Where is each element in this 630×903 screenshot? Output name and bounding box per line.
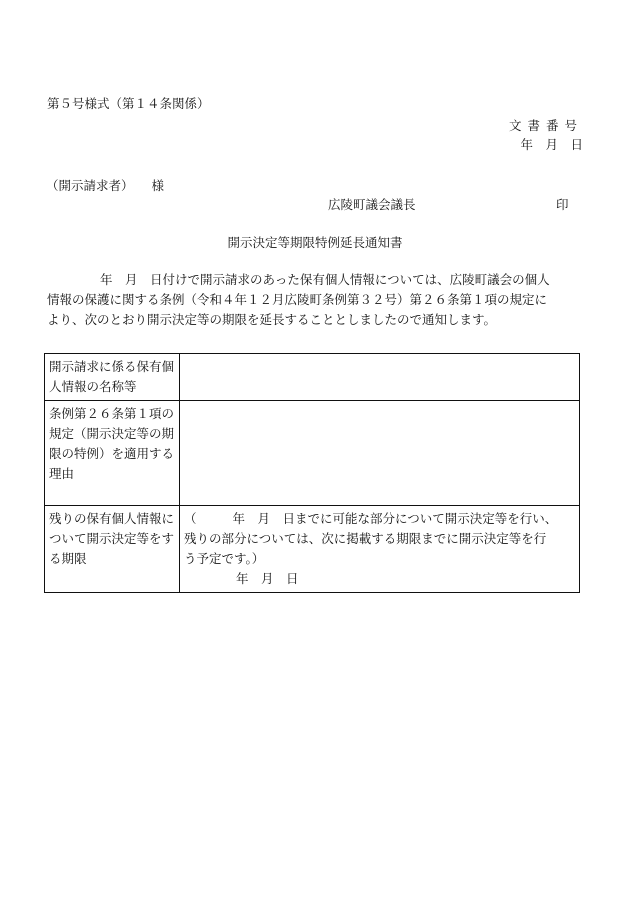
deadline-date: 年 月 日: [236, 571, 299, 586]
deadline-line-2: 残りの部分については、次に掲載する期限までに開示決定等を行: [184, 531, 547, 546]
recipient-line: [46, 180, 164, 193]
info-table: [44, 353, 580, 593]
issuer-name: 広陵町議会議長: [328, 197, 416, 212]
body-paragraph: [47, 270, 587, 330]
table-row: [45, 354, 580, 401]
row-value-deadline: [180, 506, 580, 593]
row-label-info-name: 開示請求に係る保有個人情報の名称等: [45, 354, 180, 401]
deadline-line-3: う予定です。）: [184, 551, 265, 566]
row-label-deadline: 残りの保有個人情報について開示決定等をする期限: [45, 506, 180, 593]
row-label-reason: 条例第２６条第１項の規定（開示決定等の期限の特例）を適用する理由: [45, 401, 180, 506]
body-line-1: 年 月 日付けで開示請求のあった保有個人情報については、広陵町議会の個人: [100, 272, 550, 287]
form-number: 第５号様式（第１４条関係）: [47, 96, 210, 111]
document-title: 開示決定等期限特例延長通知書: [227, 235, 403, 250]
row-value-info-name: [180, 354, 580, 401]
body-line-2: 情報の保護に関する条例（令和４年１２月広陵町条例第３２号）第２６条第１項の規定に: [47, 292, 548, 307]
table-row: [45, 506, 580, 593]
deadline-partial-text: 年 月 日までに可能な部分について開示決定等を行い、: [232, 511, 558, 526]
deadline-open-paren: （: [184, 511, 197, 526]
body-line-3: より、次のとおり開示決定等の期限を延長することとしましたので通知します。: [47, 312, 497, 327]
row-value-reason: [180, 401, 580, 506]
table-row: [45, 401, 580, 506]
recipient-label: （開示請求者）: [46, 178, 134, 193]
document-number-label: 文書番号: [508, 118, 583, 133]
document-date-label: 年 月 日: [520, 137, 583, 152]
seal-mark: 印: [556, 197, 569, 212]
recipient-honorific: 様: [151, 178, 165, 193]
